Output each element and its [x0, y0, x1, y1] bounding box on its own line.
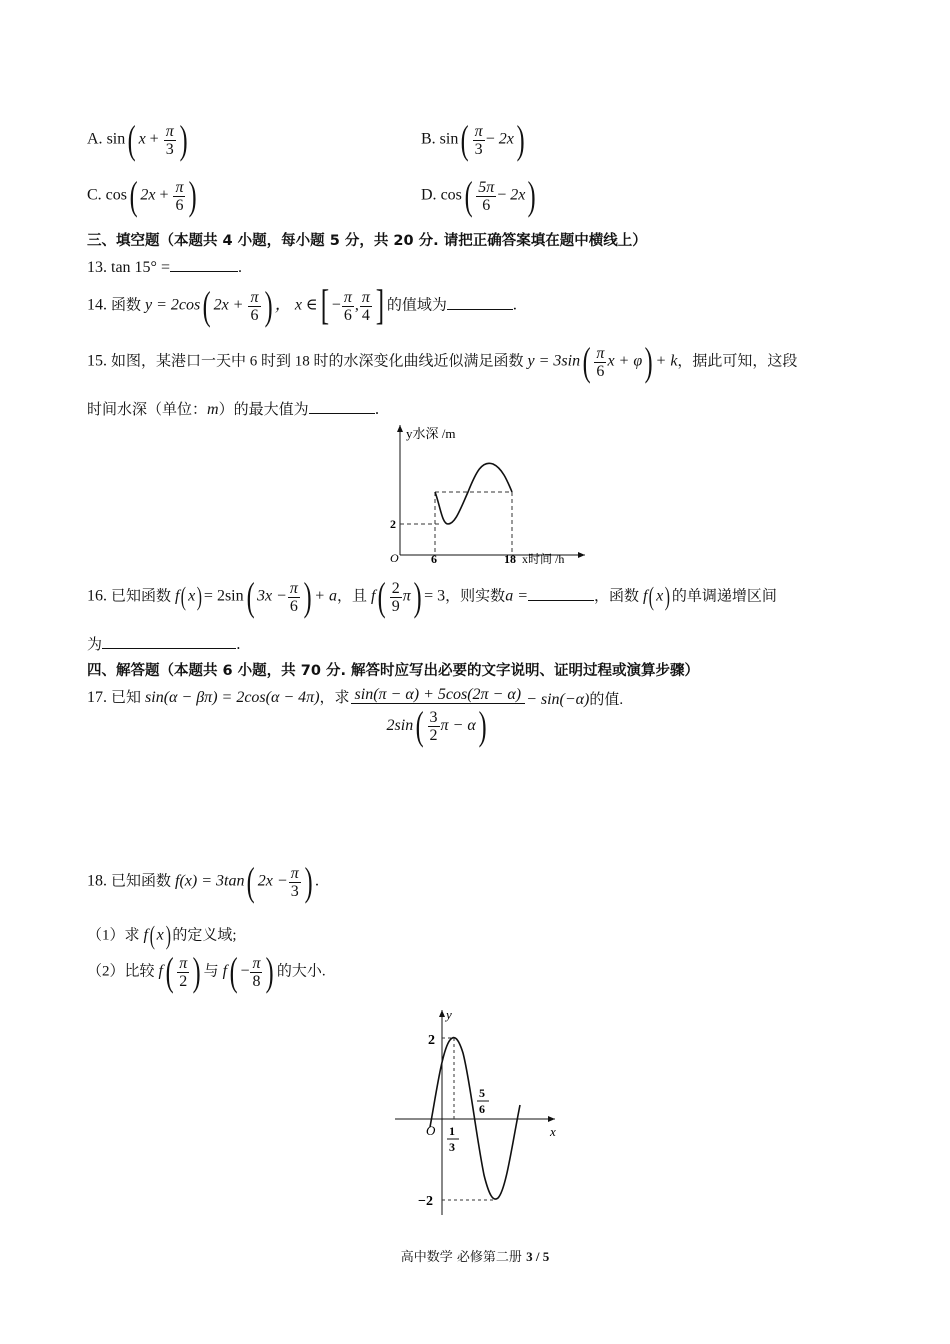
sign: −	[331, 296, 341, 314]
text: 的单调递增区间	[671, 588, 777, 605]
arg: 2x	[140, 186, 156, 204]
option-label: B.	[421, 130, 436, 148]
period: .	[237, 259, 242, 276]
origin-label: O	[426, 1123, 436, 1138]
fraction: $\frac{\pi}{6}$	[250, 288, 259, 324]
fraction: $\frac{\pi}{6}$	[175, 178, 184, 214]
op: +	[159, 186, 169, 204]
text: 时间水深（单位：	[87, 400, 208, 418]
question-15: 15. 如图，某港口一天中 6 时到 18 时的水深变化曲线近似满足函数 y = 3sin( $\frac{\pi}{6}$ x + φ) + k，据此可知，这段	[87, 339, 798, 384]
part-label: （1）求	[87, 927, 140, 944]
question-17	[87, 686, 623, 748]
y-axis-arrow	[439, 1010, 445, 1017]
equals: = 3	[424, 587, 446, 605]
period: .	[374, 400, 380, 418]
option-b: B. sin( $\frac{\pi}{3}$ − 2x)	[421, 117, 525, 162]
text: ）的最大值为	[218, 400, 309, 418]
x-axis-label: x	[550, 1124, 556, 1139]
x-axis-arrow	[578, 552, 585, 558]
fraction: $\frac{\pi}{3}$	[290, 864, 299, 900]
domain-text: ， x ∈	[274, 296, 318, 314]
period: .	[315, 872, 320, 890]
y-axis-label: y水深 /m	[406, 426, 456, 441]
text: ，求	[319, 690, 350, 706]
sine-curve	[430, 1038, 520, 1200]
func-name: cos	[105, 186, 127, 204]
text: 已知函数	[111, 588, 172, 605]
function-expr: y = 2cos	[145, 296, 201, 314]
condition: sin(α − βπ) = 2cos(α − 4π)	[145, 689, 320, 706]
period: .	[512, 296, 517, 314]
fraction: $\frac{\pi}{6}$	[343, 288, 352, 324]
period: .	[236, 635, 241, 653]
sinusoid-graph	[390, 1005, 570, 1220]
comma: ,	[354, 296, 359, 314]
water-depth-graph	[380, 420, 590, 565]
text: 的大小.	[276, 963, 326, 980]
text: ，据此可知，这段	[677, 353, 798, 370]
arg: 3x −	[256, 587, 287, 605]
text: 函数	[111, 297, 142, 314]
text: 的值.	[589, 692, 624, 708]
fraction: $\frac{\pi}{4}$	[361, 288, 370, 324]
var: x	[188, 587, 196, 605]
option-label: D.	[421, 186, 437, 204]
func-name: f	[643, 587, 648, 605]
section-heading-solutions: 四、解答题（本题共 6 小题，共 70 分. 解答时应写出必要的文字说明、证明过程或演算步骤）	[87, 663, 700, 679]
op: +	[149, 130, 159, 148]
fraction: $\frac{2}{9}$	[391, 579, 400, 615]
op: −	[485, 130, 495, 148]
text: 已知	[111, 690, 142, 706]
x-tick-1-den: 3	[449, 1140, 455, 1154]
x-tick-2-num: 5	[479, 1086, 485, 1100]
arg: 2x	[510, 186, 526, 204]
question-expression: tan 15° =	[111, 259, 170, 276]
question-number: 14.	[87, 296, 107, 314]
tail: + k	[655, 352, 678, 370]
text: ，则实数	[445, 588, 506, 605]
big-fraction: sin(π − α) + 5cos(2π − α) 2sin( $\frac{3}{2}$ π − α)	[351, 686, 526, 748]
question-15-line2	[87, 398, 379, 419]
answer-blank[interactable]	[170, 257, 238, 272]
question-number: 16.	[87, 587, 107, 605]
a-equals: a =	[505, 587, 528, 605]
fraction: $\frac{\pi}{8}$	[252, 954, 261, 990]
page-number: 3 / 5	[526, 1249, 550, 1264]
footer-text: 高中数学 必修第二册	[400, 1250, 522, 1265]
question-number: 17.	[87, 689, 107, 706]
fraction: $\frac{\pi}{3}$	[165, 122, 174, 158]
arg: x	[138, 130, 146, 148]
func-name: sin	[106, 130, 126, 148]
answer-blank[interactable]	[447, 295, 513, 310]
option-label: A.	[87, 130, 103, 148]
x-tick-1-num: 1	[449, 1124, 455, 1138]
answer-blank-interval[interactable]	[102, 634, 236, 649]
option-d: D. cos( $\frac{5\pi}{6}$ − 2x)	[421, 173, 537, 218]
option-a: A. sin( x + $\frac{\pi}{3}$ )	[87, 117, 188, 162]
question-13	[87, 257, 242, 277]
func-name: cos	[440, 186, 462, 204]
y-tick-2: 2	[390, 517, 396, 531]
y-axis-label: y	[446, 1007, 452, 1022]
question-14: 14. 函数 y = 2cos( 2x + $\frac{\pi}{6}$ ) ， x ∈[ − $\frac{\pi}{6}$ , $\frac{\pi}{4}$ ] 的值域为 .	[87, 283, 517, 329]
function-expr: y = 3sin	[527, 352, 581, 370]
text: ，函数	[593, 588, 639, 605]
text: 为	[87, 635, 103, 653]
fraction: $\frac{\pi}{6}$	[596, 344, 605, 380]
function-expr: f(x) = 3tan	[175, 872, 245, 890]
text: ，且	[337, 588, 368, 605]
text: 的定义域;	[172, 927, 237, 944]
x-axis-label: x时间 /h	[522, 552, 565, 565]
sign: −	[240, 962, 250, 980]
arg: 2x	[498, 130, 514, 148]
section-heading-fill-in: 三、填空题（本题共 4 小题，每小题 5 分，共 20 分. 请把正确答案填在题中横线上）	[87, 233, 647, 249]
text: 的值域为	[386, 297, 447, 314]
page-footer	[0, 1246, 950, 1265]
equals: = 2sin	[203, 587, 244, 605]
y-tick-2: 2	[428, 1033, 435, 1048]
question-18-part-1: （1）求 f( x) 的定义域;	[87, 921, 237, 950]
op: −	[497, 186, 507, 204]
fraction: $\frac{3}{2}$	[429, 708, 438, 744]
question-18: 18. 已知函数 f(x) = 3tan( 2x − $\frac{\pi}{3}$ ) .	[87, 859, 320, 904]
x-tick-18: 18	[504, 552, 516, 565]
question-number: 18.	[87, 872, 107, 890]
tail: + a	[314, 587, 337, 605]
text: 如图，某港口一天中 6 时到 18 时的水深变化曲线近似满足函数	[111, 353, 524, 370]
y-tick-neg2: −2	[418, 1194, 433, 1209]
unit: m	[207, 401, 219, 418]
question-16: 16. 已知函数 f( x) = 2sin( 3x − $\frac{\pi}{6}$ ) + a，且 f( $\frac{2}{9}$ π) = 3，则实数a = ，函数 f( x) 的单调递增区间	[87, 574, 777, 619]
tail: − sin(−α)	[526, 691, 590, 708]
origin-label: O	[390, 551, 399, 565]
question-number: 13.	[87, 259, 107, 276]
var: x	[656, 587, 664, 605]
arg: x + φ	[607, 352, 643, 370]
x-tick-6: 6	[431, 552, 437, 565]
x-tick-2-den: 6	[479, 1102, 485, 1116]
arg: 2x +	[213, 296, 244, 314]
option-c: C. cos( 2x + $\frac{\pi}{6}$ )	[87, 173, 198, 218]
text: 与	[203, 963, 219, 980]
func-name: sin	[439, 130, 459, 148]
question-18-part-2: （2）比较 f( $\frac{\pi}{2}$ ) 与 f( − $\frac{\pi}{8}$ ) 的大小.	[87, 949, 326, 994]
depth-curve	[435, 463, 512, 524]
func-name: f	[175, 587, 180, 605]
question-16-line2	[87, 633, 241, 654]
part-label: （2）比较	[87, 963, 155, 980]
arg: 2x −	[257, 872, 288, 890]
fraction: $\frac{\pi}{2}$	[179, 954, 188, 990]
answer-blank-a[interactable]	[528, 586, 594, 601]
text: 已知函数	[111, 873, 172, 890]
question-number: 15.	[87, 352, 107, 370]
y-axis-arrow	[397, 425, 403, 432]
fraction: $\frac{\pi}{3}$	[474, 122, 483, 158]
x-axis-arrow	[548, 1116, 555, 1122]
pi: π	[402, 587, 411, 605]
answer-blank[interactable]	[309, 399, 375, 414]
fraction: $\frac{5\pi}{6}$	[478, 178, 495, 214]
fraction: $\frac{\pi}{6}$	[289, 579, 298, 615]
func-name: f	[371, 587, 376, 605]
option-label: C.	[87, 186, 102, 204]
